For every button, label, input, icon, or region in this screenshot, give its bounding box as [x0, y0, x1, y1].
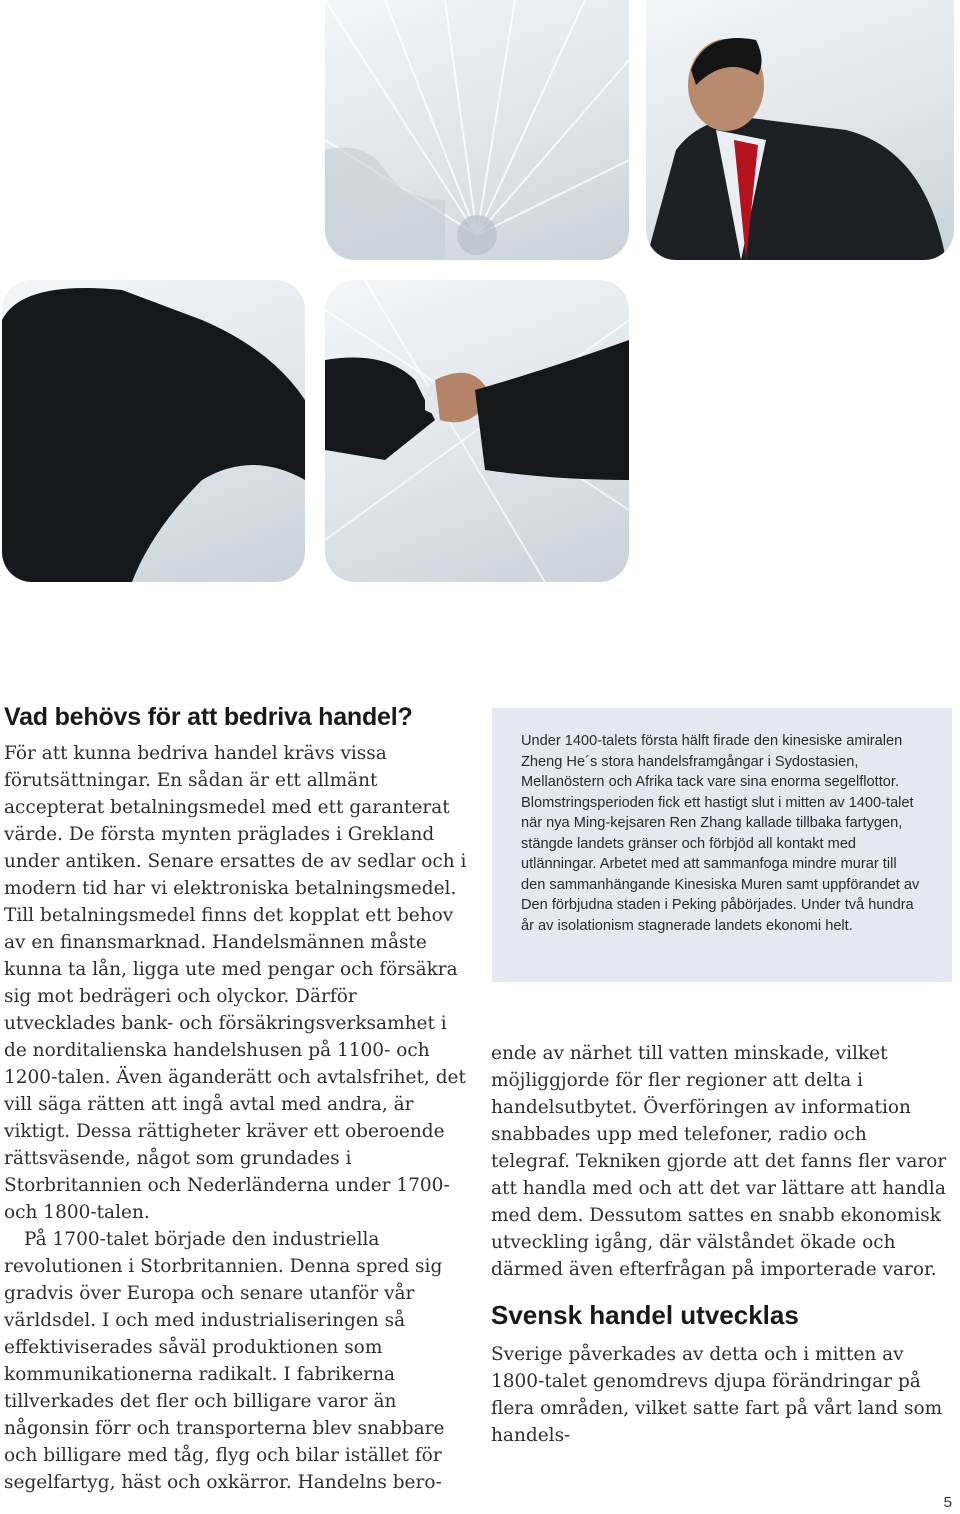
photo-tile-sky	[325, 0, 629, 260]
fact-box	[492, 708, 952, 982]
article-paragraph: På 1700-talet började den industriella revolutionen i Storbritannien. Denna spred sig gradvis över Europa och senare utanför vår världsdel. I och med industrialiseringen så effektiviserades såväl produktionen som kommunikationerna radikalt. I fabrikerna tillverkades det fler och billigare varor än någonsin förr och transporterna blev snabbare och billigare med tåg, flyg och bilar istället för segelfartyg, häst och oxkärror. Handelns bero-	[4, 1229, 445, 1493]
section-heading: Svensk handel utvecklas	[491, 1300, 799, 1330]
article-paragraph: Sverige påverkades av detta och i mitten av 1800-talet genomdrevs djupa förändringar på flera områden, vilket satte fart på vårt land som handels-	[491, 1344, 943, 1446]
suit-arm-graphic	[2, 280, 305, 582]
photo-tile-left-arm	[2, 280, 305, 582]
fact-box-text: Under 1400-talets första hälft firade den kinesiske amiralen Zheng He´s stora handelsframgångar i Sydostasien, Mellanöstern och Afrika tack vare sina enorma segelflottor. Blomstringsperioden fick ett hastigt slut i mitten av 1400-talet när nya Ming-kejsaren Ren Zhang kallade tillbaka fartygen, stängde landets gränser och förbjöd all kontakt med utlänningar. Arbetet med att sammanfoga mindre murar till den sammanhängande Kinesiska Muren samt uppförandet av Den förbjudna staden i Peking påbörjades. Under två hundra år av isolationism stagnerade landets ekonomi helt.	[521, 733, 920, 934]
article-heading: Vad behövs för att bedriva handel?	[4, 703, 413, 731]
page-number: 5	[943, 1494, 952, 1511]
right-column-text	[491, 1040, 949, 1283]
section-text	[491, 1341, 951, 1449]
photo-rays-graphic	[325, 0, 629, 260]
photo-tile-businessman	[646, 0, 954, 260]
businessman-graphic	[646, 0, 954, 260]
article-paragraph: ende av närhet till vatten minskade, vilket möjliggjorde för fler regioner att delta i handelsutbytet. Överföringen av information snabbades upp med telefoner, radio och telegraf. Tekniken gjorde att det fanns fler varor att handla med och att det var lättare att handla med dem. Dessutom sattes en snabb ekonomisk utveckling igång, där välståndet ökade och därmed även efterfrågan på importerade varor.	[491, 1043, 947, 1280]
photo-tile-handshake	[325, 280, 629, 582]
article-paragraph: För att kunna bedriva handel krävs vissa förutsättningar. En sådan är ett allmänt accepterat betalningsmedel med ett garanterat värde. De första mynten präglades i Grekland under antiken. Senare ersattes de av sedlar och i modern tid har vi elektroniska betalningsmedel. Till betalningsmedel finns det kopplat ett behov av en finansmarknad. Handelsmännen måste kunna ta lån, ligga ute med pengar och försäkra sig mot bedrägeri och olyckor. Därför utvecklades bank- och försäkringsverksamhet i de norditalienska handelshusen på 1100- och 1200-talen. Även äganderätt och avtalsfrihet, det vill säga rätten att ingå avtal med andra, är viktigt. Dessa rättigheter kräver ett oberoende rättsväsende, något som grundades i Storbritannien och Nederländerna under 1700- och 1800-talen.	[4, 743, 467, 1223]
handshake-icon	[325, 280, 629, 582]
left-column-text	[4, 740, 470, 1496]
